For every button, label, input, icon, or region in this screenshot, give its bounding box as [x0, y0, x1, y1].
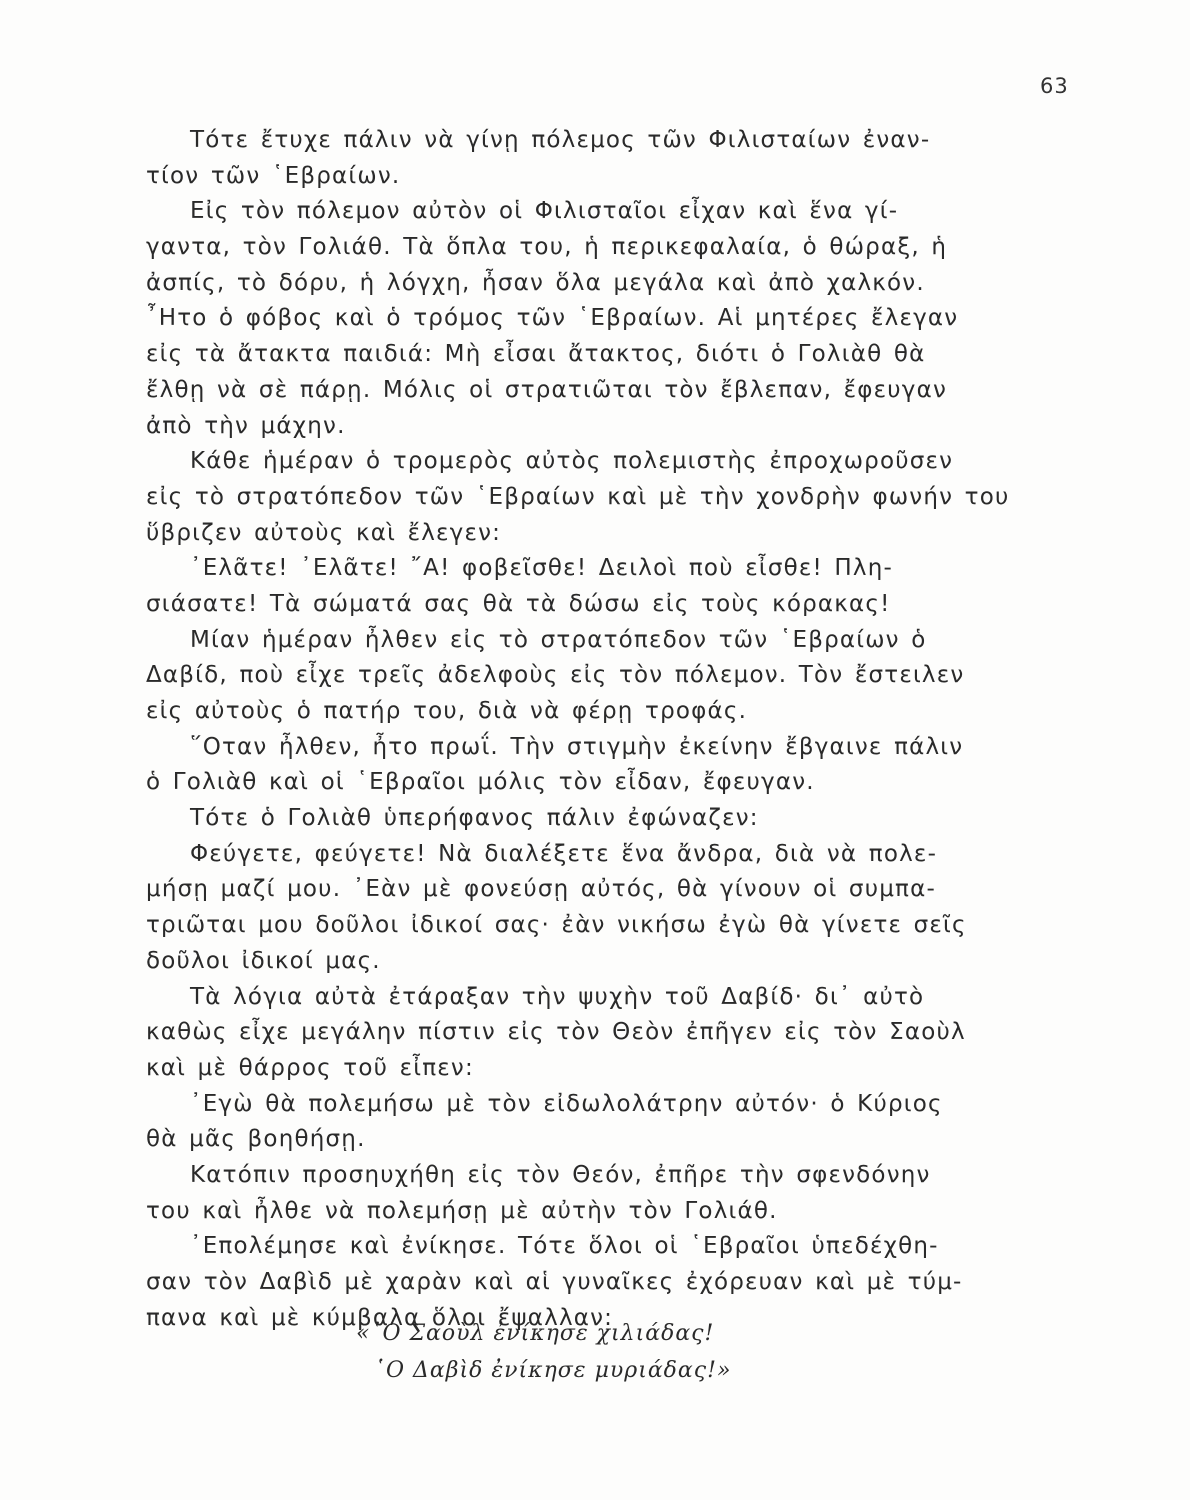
text-line: θὰ μᾶς βοηθήσῃ.	[146, 1126, 366, 1153]
text-line: καθὼς εἶχε μεγάλην πίστιν εἰς τὸν Θεὸν ἐπῆγεν εἰς τὸν Σαοὺλ	[146, 1019, 966, 1046]
text-line: ᾽Επολέμησε καὶ ἐνίκησε. Τότε ὅλοι οἱ ῾Εβραῖοι ὑπεδέχθη-	[190, 1233, 939, 1260]
text-line: ὕβριζεν αὐτοὺς καὶ ἔλεγεν:	[146, 519, 502, 546]
text-line: εἰς αὐτοὺς ὁ πατήρ του, διὰ νὰ φέρῃ τροφάς.	[146, 698, 748, 724]
verse-quote	[356, 1315, 856, 1389]
text-line: σαν τὸν Δαβὶδ μὲ χαρὰν καὶ αἱ γυναῖκες ἐχόρευαν καὶ μὲ τύμ-	[146, 1269, 963, 1295]
text-line: ἀπὸ τὴν μάχην.	[146, 412, 346, 439]
text-line: Τότε ἔτυχε πάλιν νὰ γίνῃ πόλεμος τῶν Φιλισταίων ἐναν-	[190, 127, 931, 153]
text-line: εἰς τὰ ἄτακτα παιδιά: Μὴ εἶσαι ἄτακτος, διότι ὁ Γολιὰθ θὰ	[146, 341, 926, 368]
text-line: τριῶται μου δοῦλοι ἰδικοί σας· ἐὰν νικήσω ἐγὼ θὰ γίνετε σεῖς	[146, 912, 967, 939]
text-line: ῞Οταν ἦλθεν, ἦτο πρωΐ. Τὴν στιγμὴν ἐκείνην ἔβγαινε πάλιν	[190, 733, 964, 760]
verse-line: ῾Ο Δαβὶδ ἐνίκησε μυριάδας!»	[374, 1358, 732, 1383]
text-line: τίον τῶν ῾Εβραίων.	[146, 162, 401, 189]
text-line: ἀσπίς, τὸ δόρυ, ἡ λόγχη, ἦσαν ὅλα μεγάλα καὶ ἀπὸ χαλκόν.	[146, 269, 925, 296]
text-line: καὶ μὲ θάρρος τοῦ εἶπεν:	[146, 1054, 474, 1081]
text-line: ὁ Γολιὰθ καὶ οἱ ῾Εβραῖοι μόλις τὸν εἶδαν, ἔφευγαν.	[146, 769, 815, 796]
text-line: Εἰς τὸν πόλεμον αὐτὸν οἱ Φιλισταῖοι εἶχαν καὶ ἕνα γί-	[190, 198, 899, 225]
text-line: Κάθε ἡμέραν ὁ τρομερὸς αὐτὸς πολεμιστὴς ἐπροχωροῦσεν	[190, 448, 954, 475]
text-line: ῏Ητο ὁ φόβος καὶ ὁ τρόμος τῶν ῾Εβραίων. Αἱ μητέρες ἔλεγαν	[146, 305, 959, 332]
text-line: Μίαν ἡμέραν ἦλθεν εἰς τὸ στρατόπεδον τῶν ῾Εβραίων ὁ	[190, 626, 927, 653]
body-text	[146, 123, 1106, 1336]
page-number: 63	[1040, 74, 1069, 98]
text-line: Τότε ὁ Γολιὰθ ὑπερήφανος πάλιν ἐφώναζεν:	[190, 805, 759, 832]
verse-line: «῾Ο Σαοὺλ ἐνίκησε χιλιάδας!	[356, 1321, 715, 1346]
text-line: σιάσατε! Τὰ σώματά σας θὰ τὰ δώσω εἰς τοὺς κόρακας!	[146, 590, 891, 617]
text-line: δοῦλοι ἰδικοί μας.	[146, 947, 381, 974]
text-line: ᾽Ελᾶτε! ᾽Ελᾶτε! ῎Α! φοβεῖσθε! Δειλοὶ ποὺ εἶσθε! Πλη-	[190, 555, 894, 582]
text-line: εἰς τὸ στρατόπεδον τῶν ῾Εβραίων καὶ μὲ τὴν χονδρὴν φωνήν του	[146, 483, 1010, 510]
text-line: Φεύγετε, φεύγετε! Νὰ διαλέξετε ἕνα ἄνδρα, διὰ νὰ πολε-	[190, 840, 938, 867]
text-line: ᾽Εγὼ θὰ πολεμήσω μὲ τὸν εἰδωλολάτρην αὐτόν· ὁ Κύριος	[190, 1090, 943, 1117]
text-line: του καὶ ἦλθε νὰ πολεμήσῃ μὲ αὐτὴν τὸν Γολιάθ.	[146, 1197, 778, 1224]
text-line: πανα καὶ μὲ κύμβαλα ὅλοι ἔψαλλαν:	[146, 1304, 614, 1331]
text-line: Δαβίδ, ποὺ εἶχε τρεῖς ἀδελφοὺς εἰς τὸν πόλεμον. Τὸν ἔστειλεν	[146, 662, 965, 689]
text-line: Κατόπιν προσηυχήθη εἰς τὸν Θεόν, ἐπῆρε τὴν σφενδόνην	[190, 1161, 931, 1188]
text-line: ἔλθῃ νὰ σὲ πάρῃ. Μόλις οἱ στρατιῶται τὸν ἔβλεπαν, ἔφευγαν	[146, 376, 947, 403]
text-line: μήσῃ μαζί μου. ᾽Εὰν μὲ φονεύσῃ αὐτός, θὰ γίνουν οἱ συμπα-	[146, 876, 936, 903]
text-line: γαντα, τὸν Γολιάθ. Τὰ ὅπλα του, ἡ περικεφαλαία, ὁ θώραξ, ἡ	[146, 234, 948, 261]
text-line: Τὰ λόγια αὐτὰ ἐτάραξαν τὴν ψυχὴν τοῦ Δαβίδ· δι᾽ αὐτὸ	[190, 983, 925, 1010]
